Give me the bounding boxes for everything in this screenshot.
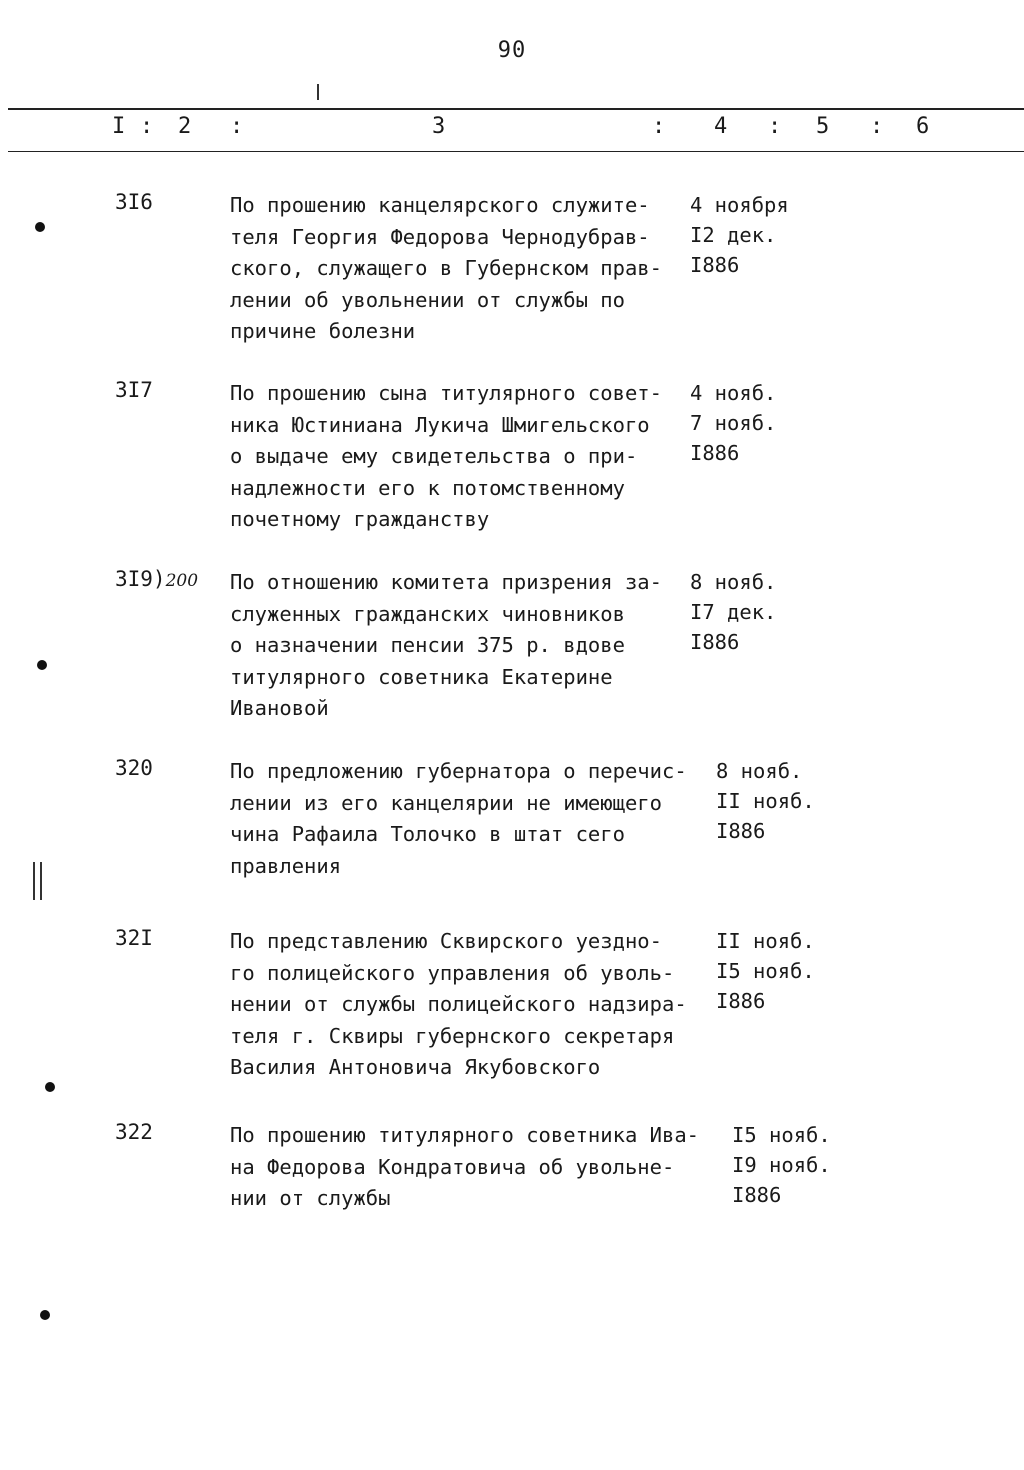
header-col-2: 2 (178, 114, 192, 139)
entry-dates (690, 567, 776, 657)
entry-dates (690, 378, 776, 468)
entry-description: По прошению титулярного советника Ива- на Федорова Кондратовича об увольне- нии от службы (230, 1123, 699, 1210)
entry-date-end: I2 дек. (690, 223, 777, 247)
header-top-rule (8, 108, 1024, 110)
header-separator: : (652, 114, 666, 139)
header-col-5: 5 (816, 114, 830, 139)
entry-year: I886 (716, 819, 766, 843)
margin-mark (33, 862, 35, 900)
header-separator: : (230, 114, 244, 139)
entry-number (115, 567, 198, 591)
punch-hole (37, 660, 47, 670)
entry-year: I886 (716, 989, 766, 1013)
entry-dates (732, 1120, 831, 1210)
entry-year: I886 (690, 630, 740, 654)
entry-number: 322 (115, 1120, 153, 1144)
page-number: 90 (497, 38, 527, 63)
header-col-1: I (112, 114, 126, 139)
header-col-4: 4 (714, 114, 728, 139)
entry-date-start: I5 нояб. (732, 1123, 831, 1147)
handwritten-note: 200 (165, 571, 199, 591)
entry-date-end: I5 нояб. (716, 959, 815, 983)
punch-hole (45, 1082, 55, 1092)
header-separator: : (140, 114, 154, 139)
entry-date-end: I9 нояб. (732, 1153, 831, 1177)
header-col-6: 6 (916, 114, 930, 139)
entry-description: По предложению губернатора о перечис- лении из его канцелярии не имеющего чина Рафаила Толочко в штат сего правления (230, 759, 687, 878)
entry-dates (716, 756, 815, 846)
entry-description: По отношению комитета призрения за- служенных гражданских чиновников о назначении пенсии 375 р. вдове титулярного советника Екатерине Ивановой (230, 570, 662, 720)
entry-year: I886 (690, 441, 740, 465)
entry-date-end: 7 нояб. (690, 411, 777, 435)
entry-year: I886 (690, 253, 740, 277)
entry-date-start: 8 нояб. (716, 759, 803, 783)
entry-dates (690, 190, 789, 280)
margin-mark (317, 84, 319, 100)
header-bottom-rule (8, 151, 1024, 152)
entry-year: I886 (732, 1183, 782, 1207)
entry-date-start: 4 ноября (690, 193, 789, 217)
punch-hole (40, 1310, 50, 1320)
entry-description: По представлению Сквирского уездно- го полицейского управления об уволь- нении от службы полицейского надзира- теля г. Сквиры губернского секретаря Василия Антоновича Якубовского (230, 929, 687, 1079)
entry-number: 32I (115, 926, 153, 950)
entry-date-end: II нояб. (716, 789, 815, 813)
entry-description: По прошению канцелярского служите- теля Георгия Федорова Чернодубрав- ского, служащего в Губернском прав- лении об увольнении от службы по причине болезни (230, 193, 662, 343)
header-col-3: 3 (432, 114, 446, 139)
entry-date-start: 4 нояб. (690, 381, 777, 405)
entry-date-end: I7 дек. (690, 600, 777, 624)
entry-date-start: 8 нояб. (690, 570, 777, 594)
margin-mark (40, 862, 42, 900)
entry-date-start: II нояб. (716, 929, 815, 953)
entry-number-value: 3I9) (115, 567, 166, 591)
entry-number: 3I6 (115, 190, 153, 214)
entry-dates (716, 926, 815, 1016)
entry-description: По прошению сына титулярного совет- ника Юстиниана Лукича Шмигельского о выдаче ему свидетельства о при- надлежности его к потомственному почетному гражданству (230, 381, 662, 531)
punch-hole (35, 222, 45, 232)
entry-number: 3I7 (115, 378, 153, 402)
header-separator: : (870, 114, 884, 139)
header-separator: : (768, 114, 782, 139)
entry-number: 320 (115, 756, 153, 780)
